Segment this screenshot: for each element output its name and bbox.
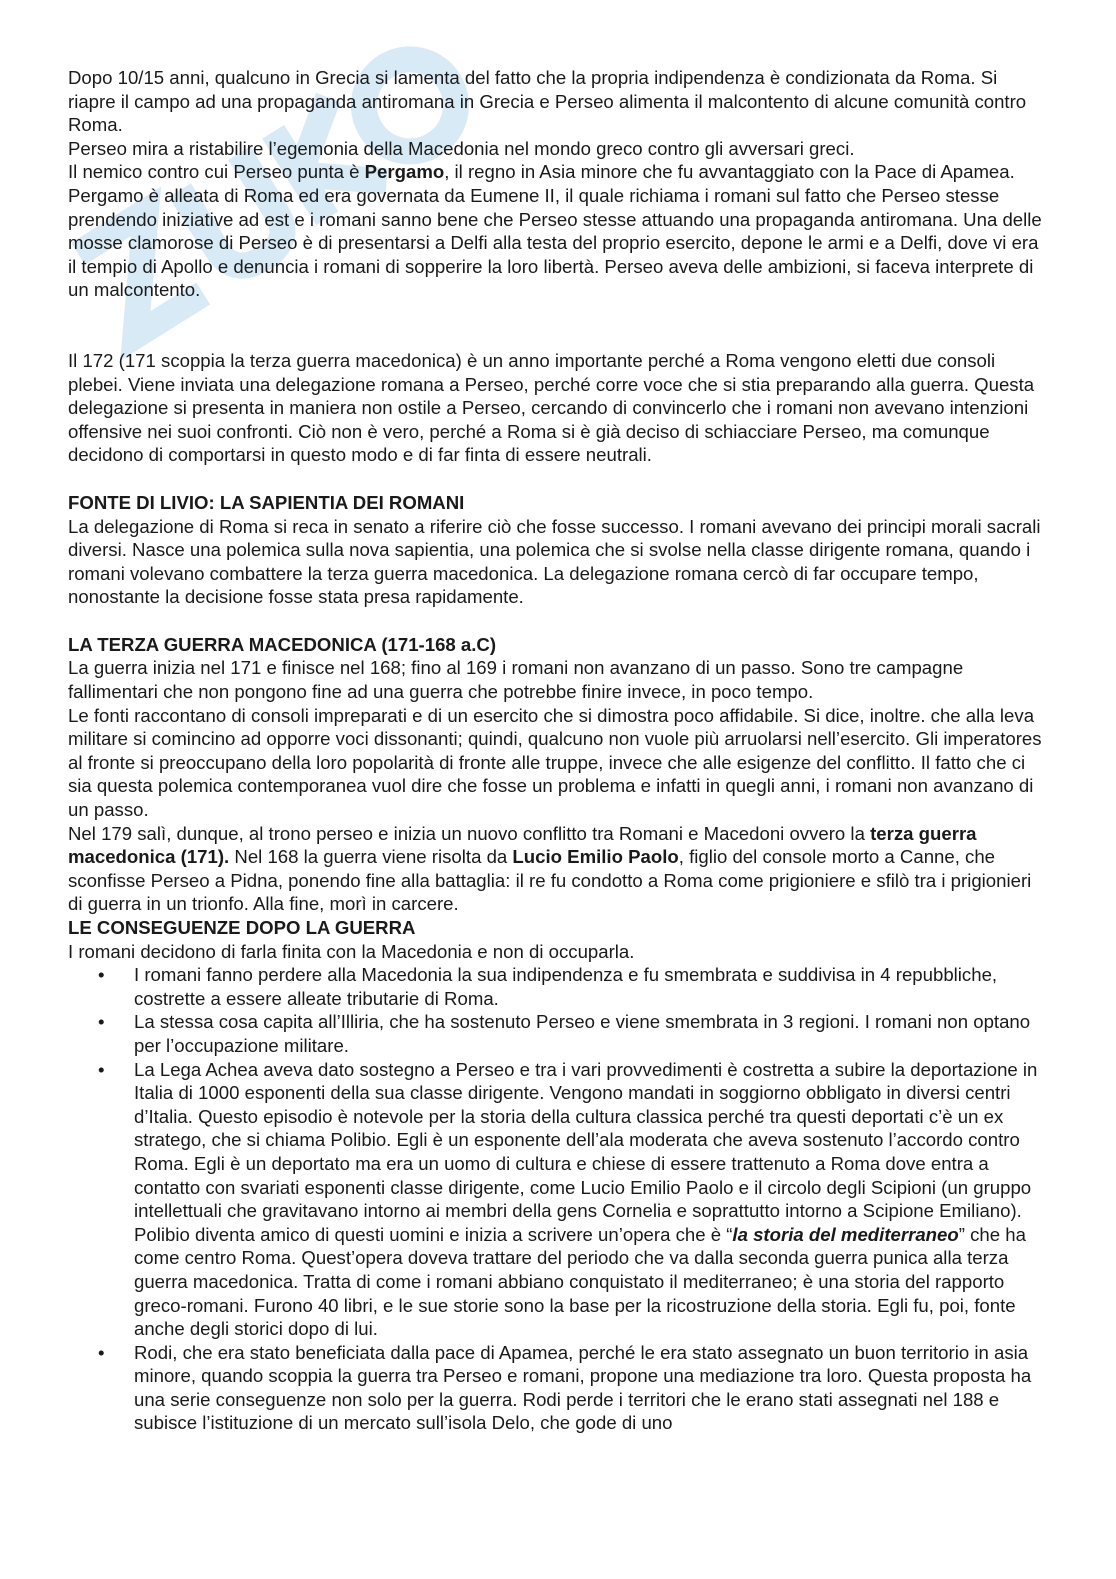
opera-title: la storia del mediterraneo <box>732 1223 959 1245</box>
intro-paragraph-3: Il nemico contro cui Perseo punta è Pergamo, il regno in Asia minore che fu avvantaggiato con la Pace di Apamea. Pergamo è alleata di Roma ed era governata da Eumene II, il quale richiama i romani sul fatto che Perseo stesse prendendo iniziative ad est e i romani sanno bene che Perseo stesse attuando una propaganda antiromana. Una delle mosse clamorose di Perseo è di presentarsi a Delfi alla testa del proprio esercito, depone le armi e a Delfi, dove vi era il tempio di Apollo e denuncia i romani di sopperire la loro libertà. Perseo aveva delle ambizioni, si faceva interprete di un malcontento. <box>68 161 1042 301</box>
bullet-icon: • <box>98 1058 105 1080</box>
list-item: • La stessa cosa capita all’Illiria, che ha sostenuto Perseo e viene smembrata in 3 regioni. I romani non optano per l’occupazione militare. <box>98 1011 1031 1056</box>
livio-paragraph: La delegazione di Roma si reca in senato a riferire ciò che fosse successo. I romani avevano dei principi morali sacrali diversi. Nasce una polemica sulla nova sapientia, una polemica che si svolse nella classe dirigente romana, quando i romani volevano combattere la terza guerra macedonica. La delegazione romana cercò di far occupare tempo, nonostante la decisione fosse stata presa rapidamente. <box>68 515 1041 608</box>
list-item: • I romani fanno perdere alla Macedonia la sua indipendenza e fu smembrata e suddivisa in 4 repubbliche, costrette a essere alleate tributarie di Roma. <box>98 964 998 1009</box>
conseguenze-intro: I romani decidono di farla finita con la Macedonia e non di occuparla. <box>68 940 635 962</box>
year-172-paragraph: Il 172 (171 scoppia la terza guerra macedonica) è un anno importante perché a Roma vengono eletti due consoli plebei. Viene inviata una delegazione romana a Perseo, perché corre voce che si stia preparando alla guerra. Questa delegazione si presenta in maniera non ostile a Perseo, cercando di convincerlo che i romani non avevano intenzioni offensive nei suoi confronti. Ciò non è vero, perché a Roma si è già deciso di schiacciare Perseo, ma comunque decidono di comportarsi in questo modo e di far finta di essere neutrali. <box>68 349 1035 466</box>
bullet-icon: • <box>98 1341 105 1363</box>
livio-heading: FONTE DI LIVIO: LA SAPIENTIA DEI ROMANI <box>68 491 465 513</box>
pergamo-bold: Pergamo <box>364 161 445 183</box>
list-item: • Rodi, che era stato beneficiata dalla pace di Apamea, perché le era stato assegnato un buon territorio in asia minore, quando scoppia la guerra tra Perseo e romani, propone una mediazione tra loro. Questa proposta ha una serie conseguenze non solo per la guerra. Rodi perde i territori che le erano stati assegnati nel 188 e subisce l’istituzione di un mercato sull’isola Delo, che gode di uno <box>98 1341 1032 1434</box>
terza-paragraph-1: La guerra inizia nel 171 e finisce nel 168; fino al 169 i romani non avanzano di un passo. Sono tre campagne fallimentari che non pongono fine ad una guerra che potrebbe finire invece, in poco tempo. <box>68 657 964 703</box>
bullet-icon: • <box>98 1011 105 1033</box>
terza-paragraph-3: Nel 179 salì, dunque, al trono perseo e inizia un nuovo conflitto tra Romani e Macedoni ovvero la terza guerra macedonica (171). Nel 168 la guerra viene risolta da Lucio Emilio Paolo, figlio del console morto a Canne, che sconfisse Perseo a Pidna, ponendo fine alla battaglia: il re fu condotto a Roma come prigioniere e sfilò tra i prigionieri di guerra in un trionfo. Alla fine, morì in carcere. <box>68 822 1032 915</box>
conseguenze-heading: LE CONSEGUENZE DOPO LA GUERRA <box>68 917 416 938</box>
conseguenze-list <box>68 963 1048 1435</box>
terza-paragraph-2: Le fonti raccontano di consoli impreparati e di un esercito che si dimostra poco affidabile. Si dice, inoltre. che alla leva militare si comincino ad opporre voci dissonanti; quindi, qualcuno non vuole più arruolarsi nell’esercito. Gli imperatores al fronte si preoccupano della loro popolarità di fronte alle truppe, invece che alle esigenze del conflitto. Il fatto che ci sia questa polemica contemporanea vuol dire che fosse un problema e infatti in quegli anni, i romani non avanzano di un passo. <box>68 704 1042 821</box>
intro-paragraph-2: Perseo mira a ristabilire l’egemonia della Macedonia nel mondo greco contro gli avversari greci. <box>68 137 855 159</box>
intro-paragraph-1: Dopo 10/15 anni, qualcuno in Grecia si lamenta del fatto che la propria indipendenza è condizionata da Roma. Si riapre il campo ad una propaganda antiromana in Grecia e Perseo alimenta il malcontento di alcune comunità contro Roma. <box>68 67 1027 136</box>
document-page <box>68 66 1048 1435</box>
terza-guerra-heading: LA TERZA GUERRA MACEDONICA (171-168 a.C) <box>68 633 497 655</box>
list-item: • La Lega Achea aveva dato sostegno a Perseo e tra i vari provvedimenti è costretta a subire la deportazione in Italia di 1000 esponenti della sua classe dirigente. Vengono mandati in soggiorno obbligato in diversi centri d’Italia. Questo episodio è notevole per la storia della cultura classica perché tra questi deportati c’è un ex stratego, che si chiama Polibio. Egli è un esponente dell’ala moderata che aveva sostenuto l’accordo contro Roma. Egli è un deportato ma era un uomo di cultura e chiese di essere trattenuto a Roma dove entra a contatto con svariati esponenti classe dirigente, come Lucio Emilio Paolo e il circolo degli Scipioni (un gruppo intellettuali che gravitavano intorno ai membri della gens Cornelia e soprattutto intorno a Scipione Emiliano). Polibio diventa amico di questi uomini e inizia a scrivere un’opera che è “la storia del mediterraneo” che ha come centro Roma. Quest’opera doveva trattare del periodo che va dalla seconda guerra punica alla terza guerra macedonica. Tratta di come i romani abbiano conquistato il mediterraneo; è una storia del rapporto greco-romani. Furono 40 libri, e le sue storie sono la base per la ricostruzione della storia. Egli fu, poi, fonte anche degli storici dopo di lui. <box>98 1058 1038 1340</box>
bullet-icon: • <box>98 964 105 986</box>
